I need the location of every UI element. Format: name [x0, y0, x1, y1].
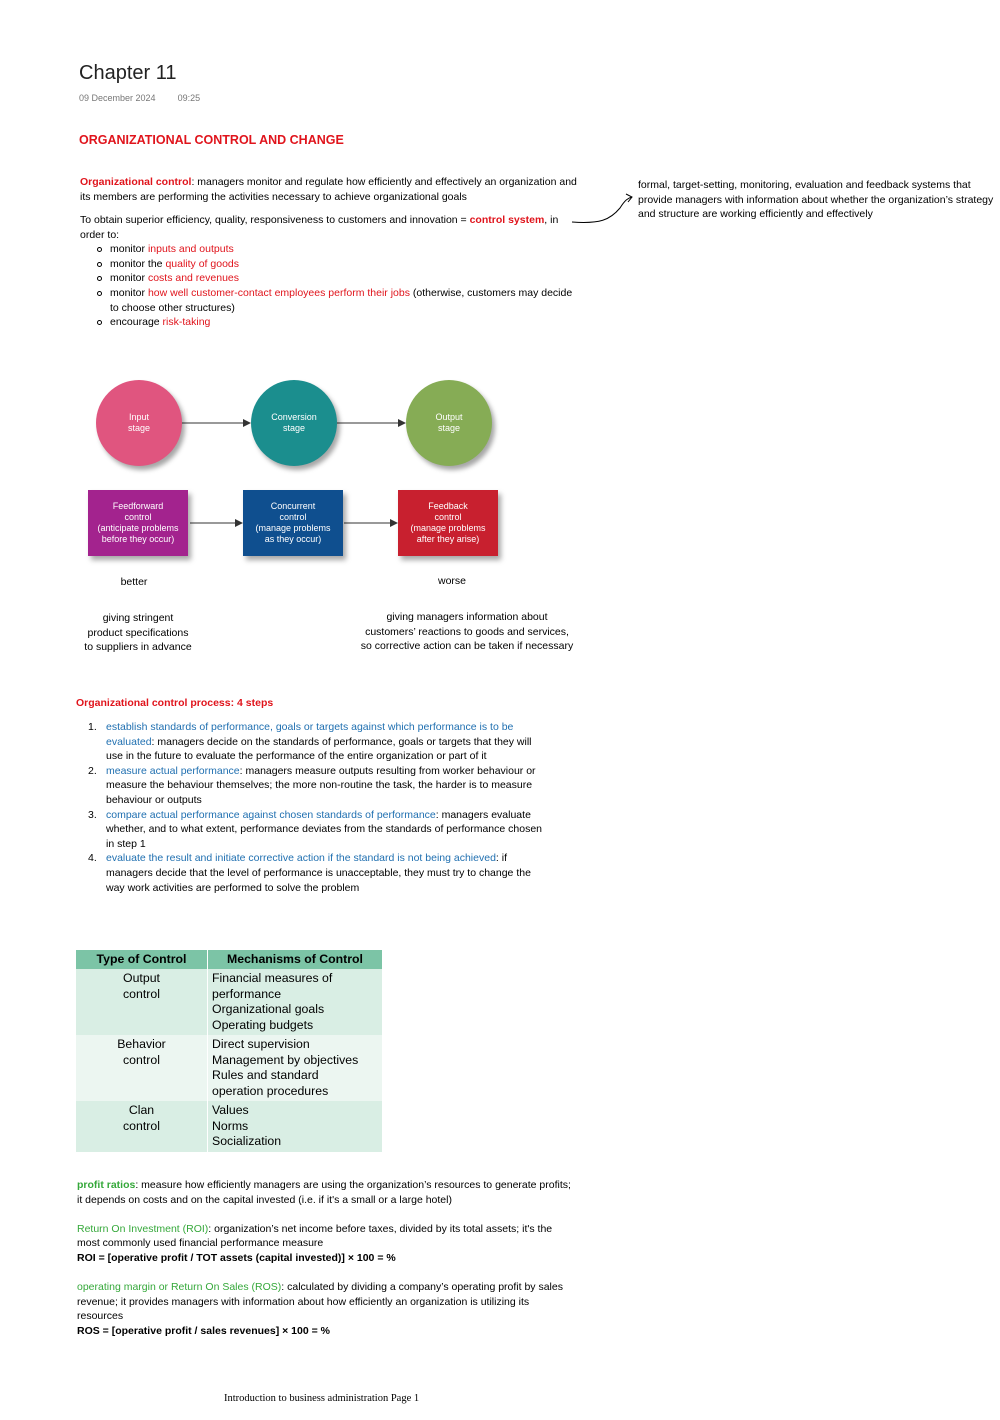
cell-line: Financial measures of	[212, 971, 333, 985]
roi-paragraph	[77, 1222, 577, 1266]
ros-text: : calculated by dividing a company’s operating profit by sales revenue; it provides managers with information about how efficiently an organization is utilizing its resources	[77, 1281, 563, 1323]
steps-heading: Organizational control process: 4 steps	[76, 697, 274, 709]
conversion-stage-circle	[251, 380, 337, 466]
bullet-highlight: quality of goods	[165, 257, 240, 270]
roi-text: : organization’s net income before taxes, divided by its total assets; it's the most commonly used financial performance measure	[77, 1222, 553, 1250]
mechanism-cell	[208, 1035, 383, 1101]
cell-line: control	[123, 1052, 160, 1067]
roi-term: Return On Investment (ROI)	[77, 1222, 209, 1235]
control-label: Concurrent	[270, 501, 316, 511]
bullet-highlight: risk-taking	[162, 316, 211, 329]
mechanism-cell	[208, 1101, 383, 1152]
page-time: 09:25	[177, 93, 201, 103]
control-label: control	[279, 512, 307, 522]
bullet-highlight: costs and revenues	[147, 272, 239, 285]
example-line: to suppliers in advance	[84, 641, 192, 654]
list-item	[80, 315, 580, 330]
bullet-highlight: inputs and outputs	[147, 243, 234, 256]
control-label: (manage problems	[410, 523, 486, 533]
feedforward-example	[70, 611, 206, 655]
list-item	[76, 851, 546, 895]
bullet-pre: monitor	[110, 272, 148, 285]
cell-line: Operating budgets	[212, 1017, 314, 1032]
better-label: better	[120, 576, 148, 588]
cell-line: control	[123, 1118, 160, 1133]
profit-ratios-text: : measure how efficiently managers are using the organization’s resources to generate profits; it depends on costs and on the capital invested (i.e. if it's a small or a large hotel)	[77, 1179, 571, 1206]
stage-label: stage	[127, 423, 151, 433]
cell-line: Values	[212, 1103, 249, 1117]
list-item	[80, 271, 580, 286]
list-item	[80, 286, 580, 315]
concurrent-control-box	[243, 490, 343, 556]
step-number: 1.	[88, 721, 97, 733]
cell-line: Norms	[212, 1118, 249, 1133]
cell-line: Behavior	[117, 1037, 166, 1051]
control-label: (manage problems	[255, 523, 331, 533]
stage-label: Output	[435, 412, 463, 422]
stage-label: Conversion	[271, 412, 317, 422]
steps-list	[76, 720, 546, 895]
control-label: Feedforward	[112, 501, 164, 511]
output-stage-circle	[406, 380, 492, 466]
connector-arrow-icon	[570, 190, 640, 230]
cell-line: operation procedures	[212, 1083, 329, 1098]
table-header-row	[76, 950, 382, 969]
cell-line: Socialization	[212, 1134, 282, 1148]
table-row	[76, 1035, 382, 1101]
step-text: : managers measure outputs resulting from worker behaviour or measure the behaviour themselves; the more non-routine the task, the harder is to measure behaviour or outputs	[106, 764, 536, 806]
worse-label: worse	[437, 575, 466, 587]
definition-paragraph	[80, 175, 580, 204]
step-text: : if managers decide that the level of performance is unacceptable, they must try to change the way work activities are performed to solve the problem	[106, 852, 531, 894]
purpose-list	[80, 242, 580, 330]
stage-label: Input	[128, 412, 150, 422]
table-row	[76, 969, 382, 1035]
roi-formula: ROI = [operative profit / TOT assets (capital invested)] × 100 = %	[77, 1251, 396, 1264]
step-highlight: establish standards of performance, goals or targets against which performance is to be evaluated	[106, 721, 514, 748]
cell-line: performance	[212, 986, 282, 1001]
cell-line: Organizational goals	[212, 1002, 325, 1016]
cell-line: control	[123, 986, 160, 1001]
section-heading: ORGANIZATIONAL CONTROL AND CHANGE	[79, 133, 344, 147]
cell-line: Output	[123, 971, 160, 985]
definition-term: Organizational control	[80, 176, 192, 188]
feedback-control-box	[398, 490, 498, 556]
step-highlight: measure actual performance	[106, 764, 240, 777]
step-text: : managers evaluate whether, and to what extent, performance deviates from the standards of performance chosen in step 1	[106, 808, 542, 850]
control-type-cell	[76, 969, 208, 1035]
step-number: 2.	[88, 764, 97, 777]
page-footer: Introduction to business administration Page 1	[224, 1393, 420, 1404]
feedforward-control-box	[88, 490, 188, 556]
example-line: giving managers information about	[386, 611, 548, 623]
bullet-pre: encourage	[110, 316, 163, 329]
step-number: 4.	[88, 852, 97, 865]
table-header: Mechanisms of Control	[208, 950, 383, 969]
step-highlight: evaluate the result and initiate corrective action if the standard is not being achieved	[106, 852, 496, 865]
purpose-intro	[80, 213, 580, 242]
bullet-post: (otherwise, customers may decide to choose other structures)	[110, 286, 573, 314]
step-highlight: compare actual performance against chosen standards of performance	[106, 808, 436, 821]
list-item	[76, 764, 546, 808]
control-label: control	[434, 512, 462, 522]
purpose-block	[80, 213, 580, 330]
bullet-pre: monitor the	[110, 257, 166, 270]
ratios-section	[77, 1178, 577, 1353]
control-diagram	[80, 370, 520, 570]
page-meta	[79, 93, 200, 103]
stage-label: stage	[282, 423, 306, 433]
profit-ratios-paragraph	[77, 1178, 577, 1207]
definition-text: : managers monitor and regulate how efficiently and effectively an organization and its members are performing the activities necessary to achieve organizational goals	[80, 176, 577, 203]
bullet-pre: monitor	[110, 286, 148, 299]
ros-paragraph	[77, 1280, 577, 1338]
control-type-cell	[76, 1101, 208, 1152]
list-item	[76, 720, 546, 764]
cell-line: Management by objectives	[212, 1052, 359, 1067]
control-label: before they occur)	[101, 534, 175, 544]
ros-term: operating margin or Return On Sales (ROS)	[77, 1281, 282, 1294]
list-item	[76, 808, 546, 852]
example-line: customers’ reactions to goods and services,	[365, 625, 569, 638]
cell-line: Rules and standard	[212, 1068, 319, 1082]
table-row	[76, 1101, 382, 1152]
page-title: Chapter 11	[79, 62, 177, 84]
control-system-term: control system	[469, 214, 545, 226]
bullet-pre: monitor	[110, 243, 148, 256]
example-line: giving stringent	[102, 612, 174, 624]
control-label: after they arise)	[416, 534, 480, 544]
control-types-table	[76, 950, 382, 1152]
mechanism-cell	[208, 969, 383, 1035]
stage-label: stage	[437, 423, 461, 433]
input-stage-circle	[96, 380, 182, 466]
ros-formula: ROS = [operative profit / sales revenues] × 100 = %	[77, 1324, 330, 1337]
cell-line: Direct supervision	[212, 1037, 310, 1051]
step-text: : managers decide on the standards of performance, goals or targets that they will use in the future to evaluate the performance of the entire organization or part of it	[106, 735, 532, 763]
table-header: Type of Control	[76, 950, 208, 969]
control-label: (anticipate problems	[97, 523, 179, 533]
example-line: product specifications	[87, 626, 189, 639]
control-label: control	[124, 512, 152, 522]
purpose-after: , in order to:	[80, 214, 559, 241]
bullet-highlight: how well customer-contact employees perform their jobs	[147, 286, 410, 299]
feedback-example	[342, 610, 592, 654]
side-note: formal, target-setting, monitoring, evaluation and feedback systems that provide managers with information about whether the organization’s strategy and structure are working efficiently and effectively	[638, 179, 994, 221]
control-type-cell	[76, 1035, 208, 1101]
example-line: so corrective action can be taken if necessary	[360, 640, 574, 653]
list-item	[80, 257, 580, 272]
page-date: 09 December 2024	[79, 93, 156, 103]
profit-ratios-term: profit ratios	[77, 1179, 136, 1191]
control-label: as they occur)	[264, 534, 322, 544]
cell-line: Clan	[128, 1103, 155, 1117]
control-label: Feedback	[428, 501, 468, 511]
step-number: 3.	[88, 808, 97, 821]
purpose-intro-text: To obtain superior efficiency, quality, responsiveness to customers and innovation =	[80, 214, 470, 226]
list-item	[80, 242, 580, 257]
